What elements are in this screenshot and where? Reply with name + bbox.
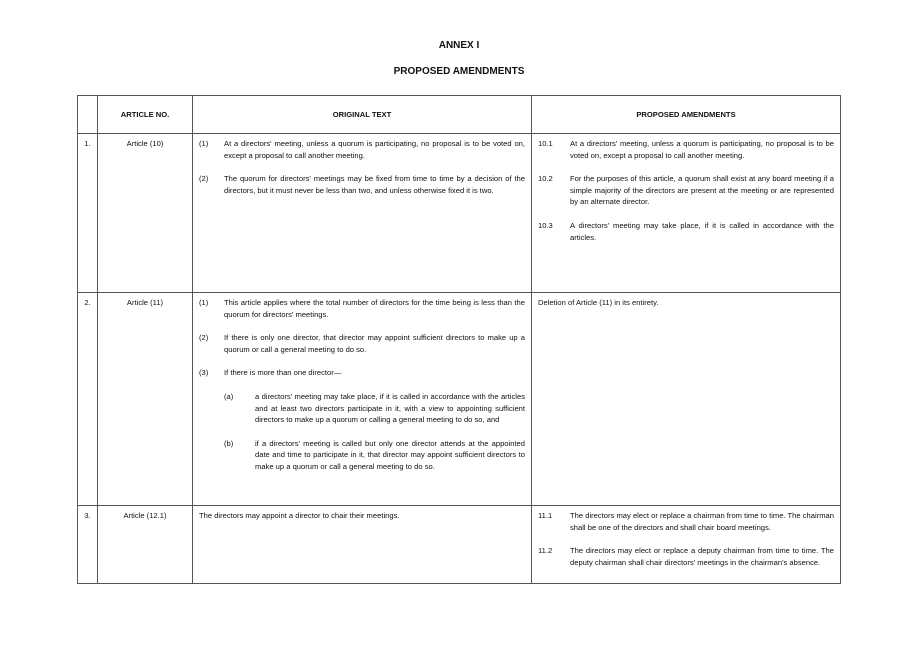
- article-number: Article (10): [98, 134, 193, 293]
- deletion-note: Deletion of Article (11) in its entirety.: [538, 298, 659, 307]
- table-header-row: [78, 96, 841, 134]
- annex-heading: ANNEX I: [438, 40, 480, 51]
- clause-text: The directors may elect or replace a deputy chairman from time to time. The deputy chairman shall chair directors' meetings in the chairman's absence.: [570, 546, 834, 567]
- article-number: Article (11): [98, 293, 193, 506]
- header-article-no: ARTICLE NO.: [98, 96, 193, 134]
- sub-clause: [224, 391, 525, 426]
- clause-label: (2): [199, 333, 209, 343]
- clause: [199, 138, 525, 161]
- sub-clause-text: a directors' meeting may take place, if it is called in accordance with the articles and at least two directors participate in it, with a view to appointing sufficient directors to make up a quorum or calling a general meeting to do so, and: [255, 391, 525, 425]
- clause-label: (1): [199, 139, 209, 148]
- sub-clause-label: (b): [224, 438, 234, 448]
- clause-text: If there is only one director, that director may appoint sufficient directors to make up a quorum or call a general meeting to do so.: [224, 333, 525, 354]
- clause: [538, 220, 834, 243]
- clause: [199, 367, 525, 379]
- clause-label: 11.2: [538, 546, 553, 556]
- table-row: [78, 134, 841, 293]
- proposed-text-cell: [532, 506, 841, 584]
- row-number: 1.: [78, 134, 98, 293]
- sub-clause: [224, 438, 525, 473]
- clause-label: (3): [199, 368, 209, 378]
- clause: [199, 173, 525, 196]
- clause-text: The quorum for directors' meetings may be fixed from time to time by a decision of the directors, but it must never be less than two, and unless otherwise fixed it is two.: [224, 174, 525, 195]
- row-number: 3.: [78, 506, 98, 584]
- original-text-cell: [193, 134, 532, 293]
- clause: [538, 173, 834, 208]
- row-number: 2.: [78, 293, 98, 506]
- clause-text: For the purposes of this article, a quorum shall exist at any board meeting if a simple majority of the directors are present at the meeting or are represented by an alternate director.: [570, 174, 834, 207]
- header-original-text: ORIGINAL TEXT: [193, 96, 532, 134]
- clause-text: The directors may elect or replace a chairman from time to time. The chairman shall be one of the directors and shall chair board meetings.: [570, 511, 834, 532]
- amendments-table: [77, 95, 841, 584]
- clause-label: (2): [199, 174, 209, 184]
- article-number: Article (12.1): [98, 506, 193, 584]
- clause-text: If there is more than one director—: [224, 368, 342, 378]
- header-number: [78, 96, 98, 134]
- clause-label: 10.3: [538, 220, 553, 230]
- original-text-cell: [193, 293, 532, 506]
- proposed-text-cell: [532, 293, 841, 506]
- clause-text: This article applies where the total number of directors for the time being is less than the quorum for directors' meetings.: [224, 298, 525, 319]
- clause-text: At a directors' meeting, unless a quorum is participating, no proposal is to be voted on, except a proposal to call another meeting.: [570, 139, 834, 160]
- clause: [538, 510, 834, 533]
- clause-text: At a directors' meeting, unless a quorum is participating, no proposal is to be voted on, except a proposal to call another meeting.: [224, 139, 525, 160]
- clause: [199, 297, 525, 320]
- proposed-text-cell: [532, 134, 841, 293]
- clause-label: (1): [199, 298, 209, 307]
- clause-text: A directors' meeting may take place, if it is called in accordance with the articles.: [570, 220, 834, 242]
- clause-label: 10.2: [538, 174, 553, 184]
- clause: [538, 138, 834, 161]
- original-text-cell: [193, 506, 532, 584]
- clause: [199, 332, 525, 355]
- clause: [538, 545, 834, 568]
- table-row: [78, 293, 841, 506]
- sub-clause-label: (a): [224, 391, 234, 401]
- table-row: [78, 506, 841, 584]
- document-title: PROPOSED AMENDMENTS: [393, 66, 525, 77]
- sub-clause-text: if a directors' meeting is called but only one director attends at the appointed date and time to participate in it, that director may appoint sufficient directors to make up a quorum or call a general meeting to do so.: [255, 438, 525, 471]
- clause-label: 10.1: [538, 139, 553, 148]
- clause-label: 11.1: [538, 511, 553, 520]
- clause-text: The directors may appoint a director to chair their meetings.: [199, 511, 400, 520]
- header-proposed-amendments: PROPOSED AMENDMENTS: [532, 96, 841, 134]
